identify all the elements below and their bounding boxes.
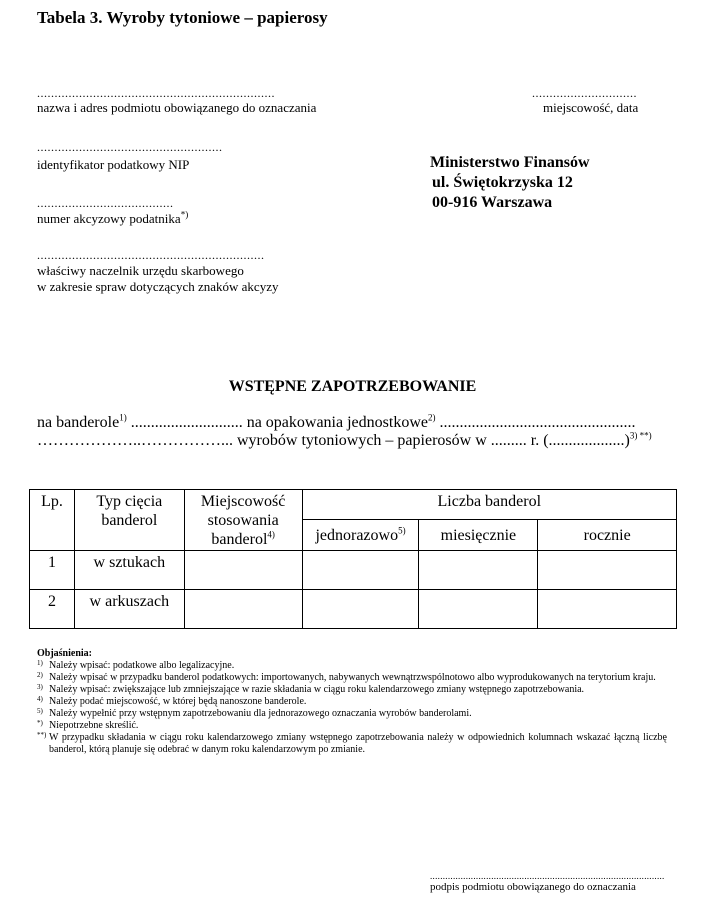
entity-label: nazwa i adres podmiotu obowiązanego do oznaczania [37, 100, 317, 115]
office-label-line2: w zakresie spraw dotyczących znaków akcyzy [37, 279, 279, 294]
entity-fill-line: .................................................................... [37, 86, 275, 100]
row-place-cell[interactable] [184, 590, 302, 629]
header-monthly: miesięcznie [419, 520, 538, 551]
signature-fill-line: ............................................................................................ [430, 871, 665, 881]
intro-line2: ………………..……………... wyrobów tytoniowych – papierosów w ......... r. (...................)$^{3) **)}$ [37, 430, 652, 449]
header-cut-type: Typ cięcia banderol [74, 490, 184, 551]
form-heading: WSTĘPNE ZAPOTRZEBOWANIE [228, 378, 477, 395]
explanations [37, 648, 667, 756]
document-title: Tabela 3. Wyroby tytoniowe – papierosy [37, 8, 328, 27]
address-line3: 00-916 Warszawa [432, 194, 553, 211]
explanation-item: *) Niepotrzebne skreślić. [37, 719, 139, 731]
row-yearly-cell[interactable] [538, 590, 677, 629]
header-yearly: rocznie [538, 520, 677, 551]
row-cut-type: w sztukach [74, 551, 184, 590]
excise-label: numer akcyzowy podatnika*) [37, 209, 189, 226]
nip-fill-line: ..................................................... [37, 140, 223, 154]
row-place-cell[interactable] [184, 551, 302, 590]
explanation-item: 4) Należy podać miejscowość, w której będą nanoszone banderole. [37, 695, 307, 707]
row-cut-type: w arkuszach [74, 590, 184, 629]
intro-line1: na banderole$^{1)}$ ............................ na opakowania jednostkowe$^{2)}$ ................................................. [37, 412, 636, 431]
footnote-mark: *) [180, 209, 189, 220]
explanations-heading: Objaśnienia: [37, 648, 93, 659]
office-fill-line: ................................................................. [37, 248, 265, 262]
place-date-fill-line: .............................. [532, 86, 637, 100]
header-count: Liczba banderol [302, 490, 676, 520]
explanation-item: 2) Należy wpisać w przypadku banderol podatkowych: importowanych, nabywanych wewnątrzwspólnotowo albo wyprodukowanych na terytorium kraju. [37, 671, 656, 683]
row-lp: 1 [30, 551, 75, 590]
header-once: jednorazowo$^{5)}$ [302, 520, 419, 551]
table-row [30, 551, 677, 590]
row-monthly-cell[interactable] [419, 551, 538, 590]
place-date-label: miejscowość, data [543, 100, 639, 115]
explanation-item: 5) Należy wypełnić przy wstępnym zapotrzebowaniu dla jednorazowego oznaczania wyrobów banderolami. [37, 707, 472, 719]
address-line2: ul. Świętokrzyska 12 [432, 174, 573, 191]
excise-fill-line: ....................................... [37, 196, 174, 210]
row-lp: 2 [30, 590, 75, 629]
table-row [30, 590, 677, 629]
explanation-item: 1) Należy wpisać: podatkowe albo legalizacyjne. [37, 659, 235, 671]
header-lp: Lp. [30, 490, 75, 551]
row-yearly-cell[interactable] [538, 551, 677, 590]
header-place: Miejscowość stosowania banderol$^{4)}$ [184, 490, 302, 551]
explanation-item: **) W przypadku składania w ciągu roku kalendarzowego zmiany wstępnego zapotrzebowania należy w odpowiednich kolumnach wskazać łączną liczbę banderol, którą planuje się odebrać w danym roku kalendarzowym po zmianie. [37, 731, 667, 755]
address-line1: Ministerstwo Finansów [430, 154, 590, 171]
office-label-line1: właściwy naczelnik urzędu skarbowego [37, 263, 244, 278]
row-once-cell[interactable] [302, 590, 419, 629]
row-once-cell[interactable] [302, 551, 419, 590]
row-monthly-cell[interactable] [419, 590, 538, 629]
banderole-table [29, 489, 677, 629]
nip-label: identyfikator podatkowy NIP [37, 157, 190, 172]
explanation-item: 3) Należy wpisać: zwiększające lub zmniejszające w razie składania w ciągu roku kalendarzowego zmiany wstępnego zapotrzebowania. [37, 683, 585, 695]
signature-label: podpis podmiotu obowiązanego do oznaczania [430, 881, 636, 893]
